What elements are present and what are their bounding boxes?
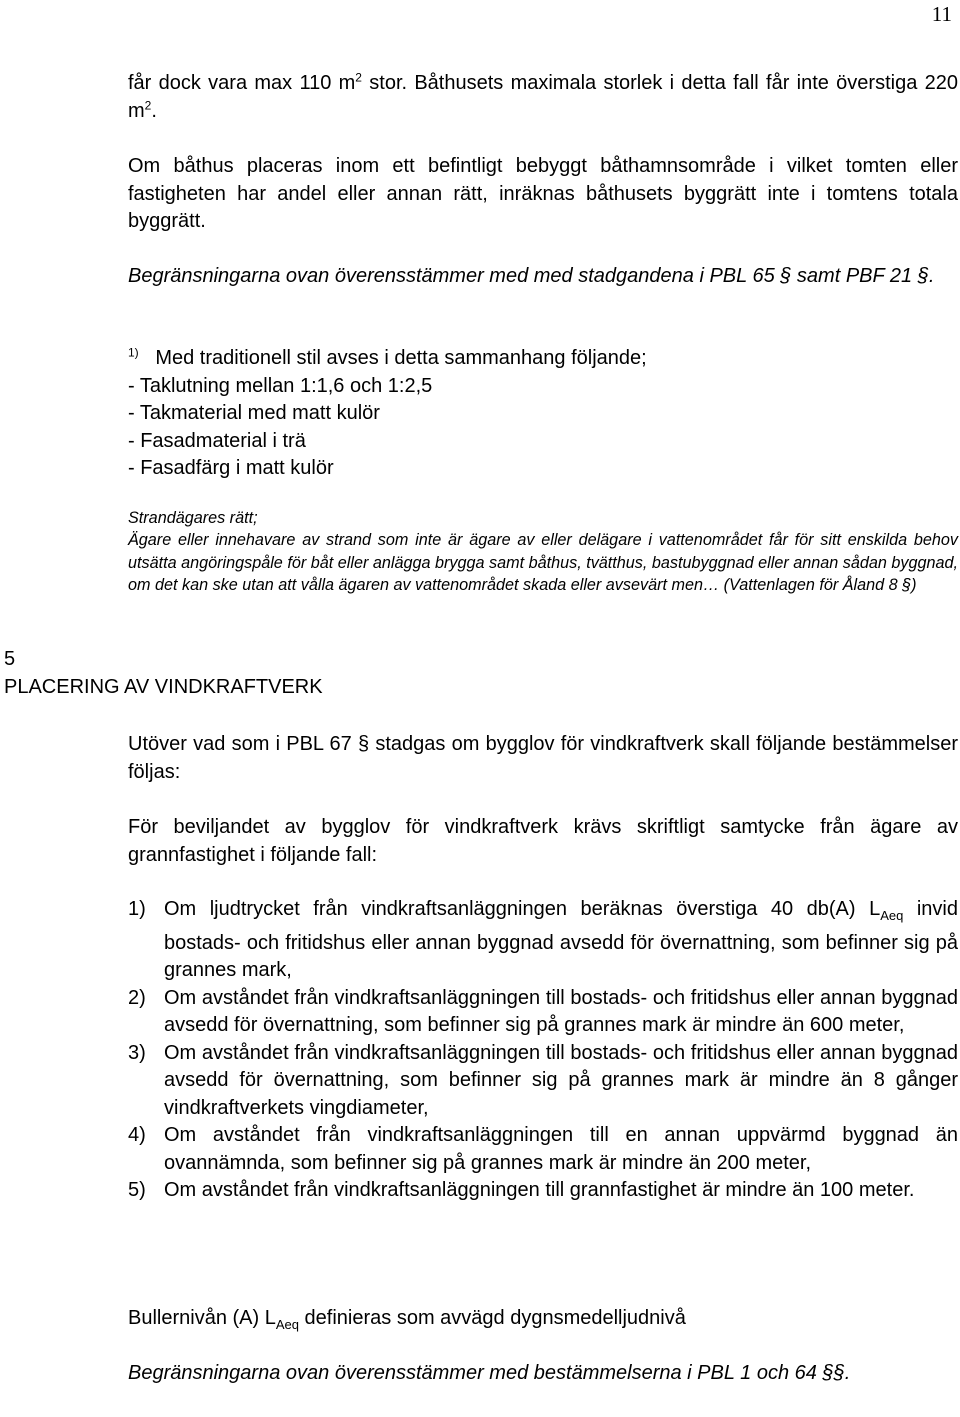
footnote-intro-text: Med traditionell stil avses i detta sammanhang följande; bbox=[155, 347, 647, 369]
list-item bbox=[128, 1040, 958, 1123]
footnote-intro bbox=[128, 345, 958, 373]
list-number: 4) bbox=[128, 1124, 146, 1146]
list-number: 1) bbox=[128, 898, 146, 920]
strand-text: Ägare eller innehavare av strand som inte är ägare av eller delägare i vattenområdet får för sitt enskilda behov utsätta angöringspåle för båt eller anlägga brygga samt båthus, tvätthus, bastubyggnad eller annan sådan byggnad, om det kan ske utan att vålla ägaren av vattenområdet skada eller avsevärt men… (Vattenlagen för Åland 8 §) bbox=[128, 531, 958, 594]
paragraph-limitations-pbl1-64: Begränsningarna ovan överensstämmer med bestämmelserna i PBL 1 och 64 §§. bbox=[128, 1362, 851, 1384]
list-text: Om avståndet från vindkraftsanläggningen till grannfastighet är mindre än 100 meter. bbox=[164, 1179, 915, 1201]
list-text bbox=[164, 896, 958, 985]
strand-owner-section bbox=[128, 507, 958, 596]
superscript: 2 bbox=[355, 70, 362, 85]
text-segment: Bullernivån (A) L bbox=[128, 1307, 276, 1329]
list-text: Om avståndet från vindkraftsanläggningen till en annan uppvärmd byggnad än ovannämnda, som befinner sig på grannes mark är mindre än 200 meter, bbox=[164, 1124, 958, 1174]
text-segment: stor. Båthusets maximala storlek i detta fall får inte överstiga 220 m bbox=[128, 72, 958, 122]
section-number: 5 bbox=[4, 648, 16, 670]
footnote-traditional-style bbox=[128, 345, 958, 483]
text-segment: Om ljudtrycket från vindkraftsanläggningen beräknas överstiga 40 db(A) L bbox=[164, 898, 881, 920]
footnote-item: - Taklutning mellan 1:1,6 och 1:2,5 bbox=[128, 374, 433, 397]
text-segment: definieras som avvägd dygnsmedelljudnivå bbox=[298, 1307, 686, 1329]
list-text: Om avståndet från vindkraftsanläggningen till bostads- och fritidshus eller annan byggnad avsedd för övernattning, som befinner sig på grannes mark är mindre än 8 gånger vindkraftverkets vingdiameter, bbox=[164, 1041, 958, 1119]
subscript: Aeq bbox=[880, 908, 904, 923]
list-number: 3) bbox=[128, 1041, 146, 1064]
list-item bbox=[128, 1122, 958, 1177]
list-number: 2) bbox=[128, 986, 146, 1009]
section-title: PLACERING AV VINDKRAFTVERK bbox=[4, 676, 323, 698]
list-item bbox=[128, 1177, 958, 1205]
text-segment: får dock vara max 110 m bbox=[128, 72, 356, 94]
page-number: 11 bbox=[931, 2, 952, 26]
conditions-list bbox=[128, 896, 958, 1205]
paragraph-noise-definition bbox=[128, 1305, 958, 1339]
list-number: 5) bbox=[128, 1179, 146, 1201]
text-segment: . bbox=[151, 99, 157, 122]
text-segment: invid bostads- och fritidshus eller annan byggnad avsedd för övernattning, som befinner sig på grannes mark, bbox=[164, 898, 958, 981]
superscript: 2 bbox=[144, 97, 152, 112]
strand-title: Strandägares rätt; bbox=[128, 509, 258, 527]
footnote-item: - Takmaterial med matt kulör bbox=[128, 402, 380, 424]
footnote-item: - Fasadfärg i matt kulör bbox=[128, 457, 334, 479]
paragraph-limitations-pbl65: Begränsningarna ovan överensstämmer med med stadgandena i PBL 65 § samt PBF 21 §. bbox=[128, 265, 935, 287]
list-item bbox=[128, 985, 958, 1040]
paragraph-boathouse-size bbox=[128, 70, 958, 125]
list-text: Om avståndet från vindkraftsanläggningen till bostads- och fritidshus eller annan byggnad avsedd för övernattning, som befinner sig på grannes mark är mindre än 600 meter, bbox=[164, 986, 958, 1036]
footnote-marker: 1) bbox=[128, 345, 139, 360]
footnote-item: - Fasadmaterial i trä bbox=[128, 429, 306, 452]
subscript: Aeq bbox=[275, 1317, 299, 1332]
list-item bbox=[128, 896, 958, 985]
paragraph-wind-intro: Utöver vad som i PBL 67 § stadgas om bygglov för vindkraftverk skall följande bestämmelser följas: bbox=[128, 733, 958, 783]
paragraph-existing-harbour: Om båthus placeras inom ett befintligt bebyggt båthamnsområde i vilket tomten eller fastigheten har andel eller annan rätt, inräknas båthusets byggrätt inte i tomtens totala byggrätt. bbox=[128, 155, 958, 232]
paragraph-consent: För beviljandet av bygglov för vindkraftverk krävs skriftligt samtycke från ägare av grannfastighet i följande fall: bbox=[128, 816, 958, 866]
